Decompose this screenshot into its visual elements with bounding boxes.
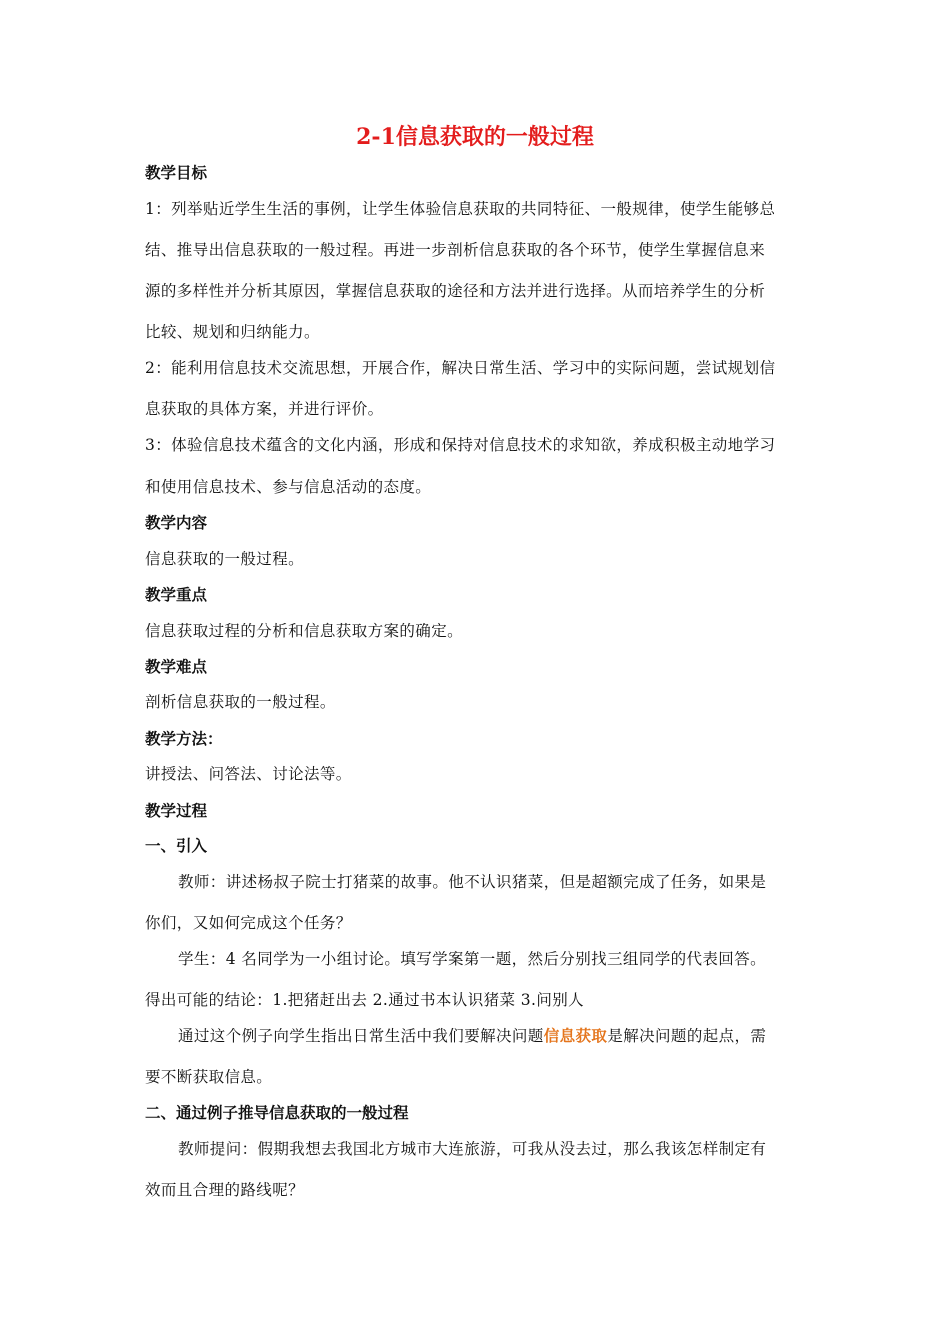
heading-part2: 二、通过例子推导信息获取的一般过程 bbox=[145, 1104, 409, 1122]
heading-objectives: 教学目标 bbox=[145, 164, 208, 182]
objective-line: 结、推导出信息获取的一般过程。再进一步剖析信息获取的各个环节，使学生掌握信息来 bbox=[145, 241, 766, 259]
heading-content: 教学内容 bbox=[145, 514, 208, 532]
objective-line: 比较、规划和归纳能力。 bbox=[145, 323, 320, 341]
objective-line: 源的多样性并分析其原因，掌握信息获取的途径和方法并进行选择。从而培养学生的分析 bbox=[145, 282, 766, 300]
part1-student-line: 学生：4 名同学为一小组讨论。填写学案第一题，然后分别找三组同学的代表回答。 bbox=[178, 950, 766, 968]
document-title: 2-1信息获取的一般过程 bbox=[356, 124, 594, 150]
heading-process: 教学过程 bbox=[145, 802, 208, 820]
objective-line: 息获取的具体方案，并进行评价。 bbox=[145, 400, 384, 418]
method-text: 讲授法、问答法、讨论法等。 bbox=[145, 765, 352, 783]
part2-teacher-line: 效而且合理的路线呢？ bbox=[145, 1181, 305, 1199]
highlight-text: 信息获取 bbox=[543, 1027, 608, 1045]
objective-line: 和使用信息技术、参与信息活动的态度。 bbox=[145, 478, 432, 496]
objective-line: 2：能利用信息技术交流思想，开展合作，解决日常生活、学习中的实际问题，尝试规划信 bbox=[145, 359, 776, 377]
heading-difficulty: 教学难点 bbox=[145, 658, 208, 676]
key-point-text: 信息获取过程的分析和信息获取方案的确定。 bbox=[145, 622, 464, 640]
part1-teacher-line: 你们，又如何完成这个任务？ bbox=[145, 914, 352, 932]
part1-teacher-line: 教师：讲述杨叔子院士打猪菜的故事。他不认识猪菜，但是超额完成了任务，如果是 bbox=[178, 873, 767, 891]
summary-text: 是解决问题的起点，需 bbox=[607, 1027, 767, 1045]
part2-teacher-line: 教师提问：假期我想去我国北方城市大连旅游，可我从没去过，那么我该怎样制定有 bbox=[178, 1140, 767, 1158]
content-text: 信息获取的一般过程。 bbox=[145, 550, 305, 568]
difficulty-text: 剖析信息获取的一般过程。 bbox=[145, 693, 336, 711]
objective-line: 1：列举贴近学生生活的事例，让学生体验信息获取的共同特征、一般规律，使学生能够总 bbox=[145, 200, 776, 218]
heading-method: 教学方法： bbox=[145, 730, 223, 748]
part1-conclusion: 得出可能的结论：1.把猪赶出去 2.通过书本认识猪菜 3.问别人 bbox=[145, 991, 585, 1009]
heading-key-point: 教学重点 bbox=[145, 586, 208, 604]
summary-text: 通过这个例子向学生指出日常生活中我们要解决问题 bbox=[178, 1027, 544, 1045]
part1-summary-line bbox=[178, 1025, 843, 1047]
part1-summary-line: 要不断获取信息。 bbox=[145, 1068, 273, 1086]
objective-line: 3：体验信息技术蕴含的文化内涵，形成和保持对信息技术的求知欲，养成积极主动地学习 bbox=[145, 436, 776, 454]
heading-part1: 一、引入 bbox=[145, 837, 208, 855]
